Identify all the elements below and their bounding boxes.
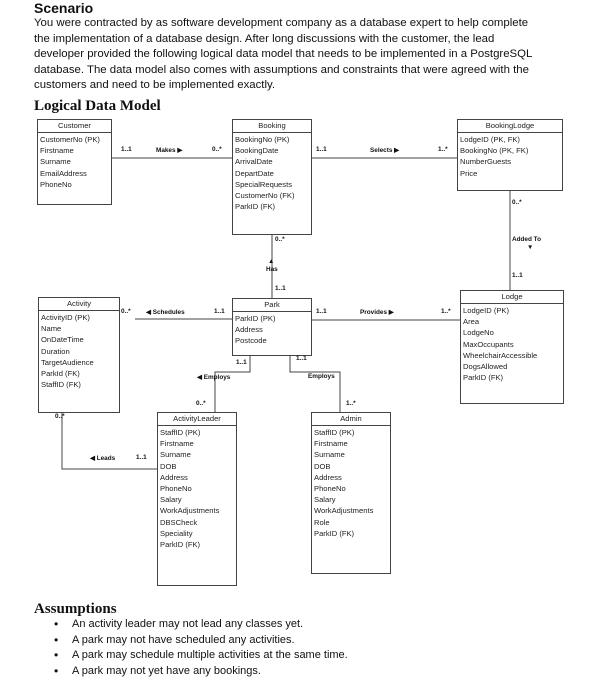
attribute: TargetAudience xyxy=(41,357,94,367)
entity-title: Booking xyxy=(233,120,311,133)
rel-employs-right-label: Employs xyxy=(308,373,335,380)
entity-lodge xyxy=(460,290,564,404)
attribute: PhoneNo xyxy=(40,179,72,189)
cardinality: 1..1 xyxy=(214,308,225,315)
attribute: ParkID (PK) xyxy=(235,314,276,323)
attribute: ParkID (FK) xyxy=(160,539,201,549)
rel-leads-label: ◀ Leads xyxy=(90,455,116,462)
attribute: WorkAdjustments xyxy=(160,506,220,516)
cardinality: 1..* xyxy=(438,146,448,153)
assumptions-heading: Assumptions xyxy=(34,601,117,617)
attribute: StaffID (PK) xyxy=(314,428,355,437)
attribute: SpecialRequests xyxy=(235,179,292,189)
attribute: ArrivalDate xyxy=(235,157,273,167)
cardinality: 1..1 xyxy=(296,355,307,362)
cardinality: 0..* xyxy=(196,400,206,407)
attribute: DBSCheck xyxy=(160,517,198,527)
list-item: • A park may not yet have any bookings. xyxy=(34,664,574,680)
entity-admin xyxy=(311,412,391,574)
entity-bookinglodge xyxy=(457,119,563,191)
entity-activity xyxy=(38,297,120,413)
entity-customer xyxy=(37,119,112,205)
entity-booking xyxy=(232,119,312,235)
cardinality: 1..1 xyxy=(275,285,286,292)
scenario-line: the implementation of a database design. After long discussions with the customer, the lead xyxy=(34,32,495,45)
entity-title: Activity xyxy=(39,298,119,311)
attribute: Name xyxy=(41,324,62,334)
attribute: Address xyxy=(314,472,342,482)
attribute: ActivityID (PK) xyxy=(41,313,90,322)
rel-makes-label: Makes ▶ xyxy=(156,147,183,154)
attribute: DOB xyxy=(314,461,331,471)
attribute: CustomerNo (PK) xyxy=(40,135,100,144)
attribute: DogsAllowed xyxy=(463,361,508,371)
rel-schedules-label: ◀ Schedules xyxy=(146,309,185,316)
attribute: OnDateTime xyxy=(41,335,84,345)
attribute: CustomerNo (FK) xyxy=(235,190,295,200)
cardinality: 1..* xyxy=(346,400,356,407)
attribute: Duration xyxy=(41,346,70,356)
entity-park xyxy=(232,298,312,356)
rel-has-label: Has xyxy=(266,266,278,273)
scenario-line: customers and need to be implemented exactly. xyxy=(34,79,276,92)
attribute: BookingNo (PK, FK) xyxy=(460,146,529,156)
scenario-line: You were contracted by as software development company as a database expert to help complete xyxy=(34,17,529,29)
attribute: Speciality xyxy=(160,528,193,538)
attribute: EmailAddress xyxy=(40,168,87,178)
attribute: StaffID (PK) xyxy=(160,428,201,437)
model-heading: Logical Data Model xyxy=(34,98,161,114)
cardinality: 0..* xyxy=(275,236,285,243)
rel-selects-label: Selects ▶ xyxy=(370,147,400,154)
attribute: Area xyxy=(463,317,480,327)
attribute: PhoneNo xyxy=(314,483,346,493)
list-item: • A park may schedule multiple activities at the same time. xyxy=(34,648,574,664)
list-item: • An activity leader may not lead any classes yet. xyxy=(34,617,574,633)
attribute: DepartDate xyxy=(235,168,274,178)
attribute: BookingNo (PK) xyxy=(235,135,290,144)
attribute: Surname xyxy=(40,157,71,167)
entity-title: Admin xyxy=(312,413,390,426)
list-item: • A park may not have scheduled any activities. xyxy=(34,633,574,649)
cardinality: 1..1 xyxy=(121,146,132,153)
cardinality: 0..* xyxy=(512,199,522,206)
attribute: Surname xyxy=(314,450,345,460)
entity-title: BookingLodge xyxy=(458,120,562,133)
cardinality: 0..* xyxy=(55,413,65,420)
entity-title: Lodge xyxy=(461,291,563,304)
attribute: Firstname xyxy=(314,439,348,449)
attribute: Role xyxy=(314,517,330,527)
rel-added-to-arrow: ▼ xyxy=(527,244,534,251)
assumptions-list xyxy=(34,617,574,679)
attribute: StaffID (FK) xyxy=(41,380,81,390)
scenario-line: database. The data model also comes with assumptions and constraints that were agreed with the xyxy=(34,63,529,76)
rel-added-to-label: Added To xyxy=(512,236,541,243)
attribute: Address xyxy=(235,325,263,335)
attribute: LodgeID (PK, FK) xyxy=(460,135,520,144)
attribute: Address xyxy=(160,472,188,482)
attribute: LodgeNo xyxy=(463,328,494,338)
entity-title: Customer xyxy=(38,120,111,133)
scenario-line: developer provided the following logical data model that needs to be implemented in a PostgreSQL xyxy=(34,48,533,61)
attribute: WheelchairAccessible xyxy=(463,350,538,360)
entity-activityleader xyxy=(157,412,237,586)
attribute: BookingDate xyxy=(235,146,279,156)
attribute: NumberGuests xyxy=(460,157,512,167)
attribute: Price xyxy=(460,168,478,178)
attribute: Surname xyxy=(160,450,191,460)
cardinality: 1..1 xyxy=(136,454,147,461)
attribute: LodgeID (PK) xyxy=(463,306,510,315)
rel-has-arrow: ▲ xyxy=(268,258,275,265)
cardinality: 1..* xyxy=(441,308,451,315)
attribute: ParkId (FK) xyxy=(41,368,80,378)
attribute: Firstname xyxy=(160,439,194,449)
attribute: Firstname xyxy=(40,146,74,156)
rel-employs-left-label: ◀ Employs xyxy=(197,374,231,381)
attribute: ParkID (FK) xyxy=(235,202,276,212)
cardinality: 1..1 xyxy=(316,308,327,315)
entity-title: ActivityLeader xyxy=(158,413,236,426)
attribute: MaxOccupants xyxy=(463,339,514,349)
attribute: DOB xyxy=(160,461,177,471)
attribute: Salary xyxy=(314,495,336,505)
scenario-heading: Scenario xyxy=(34,0,94,16)
cardinality: 1..1 xyxy=(236,359,247,366)
cardinality: 1..1 xyxy=(316,146,327,153)
cardinality: 1..1 xyxy=(512,272,523,279)
entity-title: Park xyxy=(233,299,311,312)
attribute: Postcode xyxy=(235,336,267,346)
attribute: ParkID (FK) xyxy=(463,373,504,383)
attribute: ParkID (FK) xyxy=(314,528,355,538)
attribute: Salary xyxy=(160,495,182,505)
rel-provides-label: Provides ▶ xyxy=(360,309,394,316)
attribute: WorkAdjustments xyxy=(314,506,374,516)
attribute: PhoneNo xyxy=(160,483,192,493)
cardinality: 0..* xyxy=(121,308,131,315)
cardinality: 0..* xyxy=(212,146,222,153)
